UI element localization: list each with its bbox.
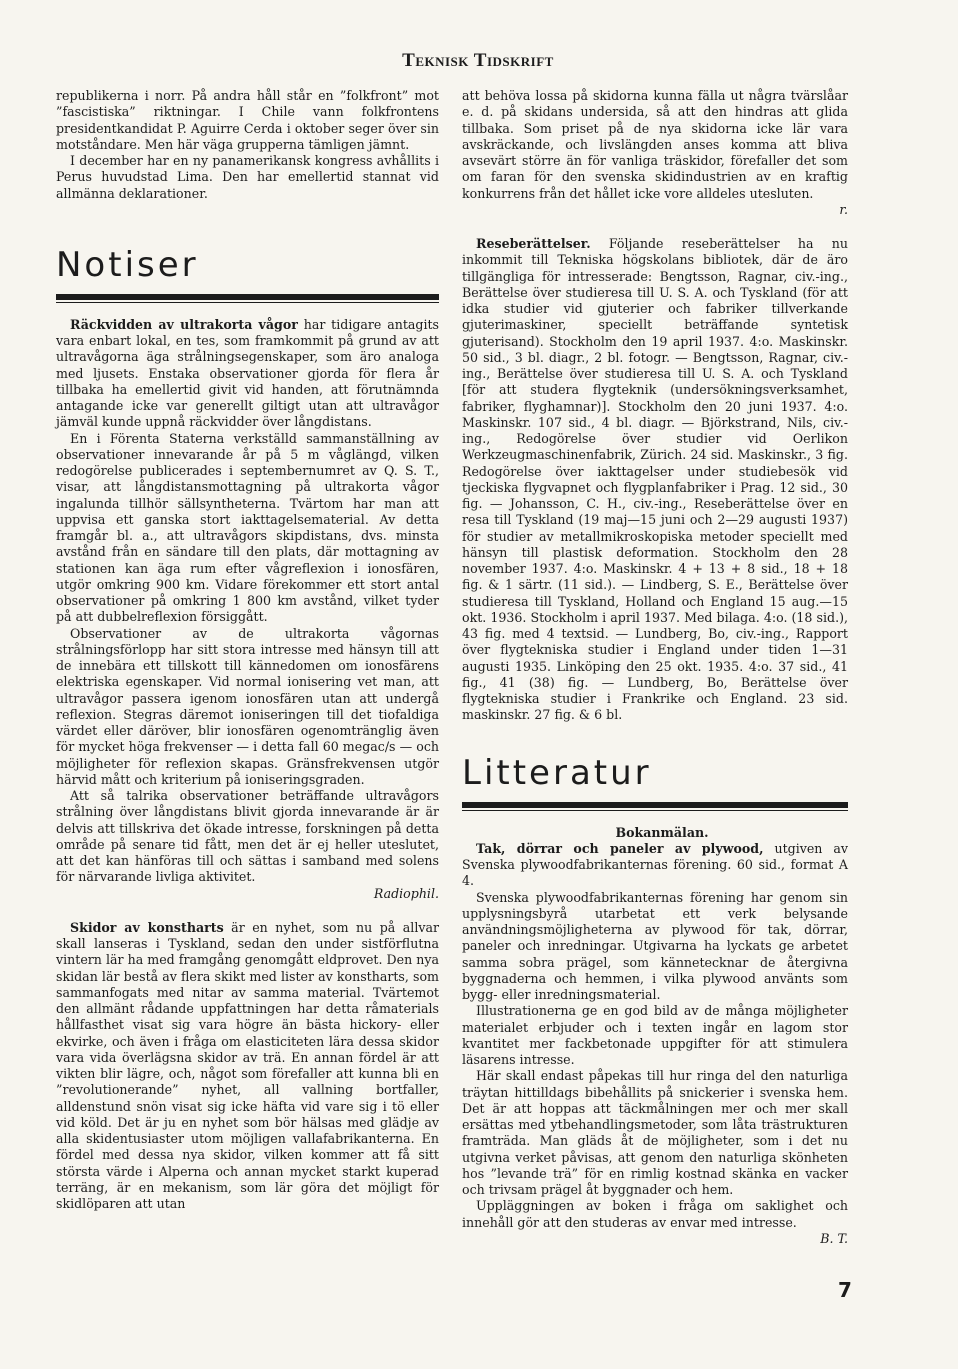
page-number: 7 — [838, 1278, 852, 1302]
radio-signature: Radiophil. — [373, 885, 439, 901]
heading-rule-thin — [56, 302, 439, 303]
heading-rule-thick — [462, 802, 848, 808]
radio-paragraph — [56, 317, 439, 431]
book-paragraph: Svenska plywoodfabrikanternas förening har genom sin upplysningsbyrå utarbetat ett verk belysande användningsmöjligheterna av plywood för tak, dörrar, paneler och inredningar. Utgivarna ha lyckats ge arbetet samma sobra prägel, som kännetecknar de återgivna byggnaderna och hemmen, i vilka plywood använts som bygg- eller inredningsmaterial. — [462, 889, 848, 1002]
skidor-signature: r. — [839, 201, 848, 217]
bokanmalan-label: Bokanmälan. — [615, 824, 709, 840]
book-paragraph — [462, 841, 848, 890]
radio-paragraph: En i Förenta Staterna verkställd sammanställning av observationer innevarande år på 5 m våglängd, vilken redogörelse publicerades i septembernumret av Q. S. T., visar, att långdistansmottagning på ultrakorta vågor ingalunda tillhör sällsyntheterna. Tvärtom har man att uppvisa ett ganska stort iakttagelsematerial. Av detta framgår bl. a., att ultravågors skipdistans, dvs. minsta avstånd från en sändare till den plats, där mottagning av stationen kan äga rum efter vågreflexion i ionosfären, utgör omkring 900 km. Vidare förekommer ett stort antal observationer på omkring 1 800 km avstånd, vilket tyder på att dubbelreflexion försiggått. — [56, 430, 439, 625]
book-lead: Tak, dörrar och paneler av plywood, — [476, 840, 764, 856]
skidor-continued: att behöva lossa på skidorna kunna fälla ut några tvärslåar e. d. på skidans undersida, så att den hindras att glida tillbaka. Som priset på de nya skidorna icke lär vara avskräckande, och livslängden anses komma att bliva avsevärt större än för vanliga träskidor, förefaller det som om faran för den svenska skidindustrien av en kraftig konkurrens från det hållet icke vore alldeles utesluten. — [462, 88, 848, 201]
heading-rule-thick — [56, 294, 439, 300]
radio-text: har tidigare antagits vara enbart lokal, en tes, som framkommit på grund av att ultravågorna äga strålningsegenskaper, som äro analoga med ljusets. Enstaka observationer gjorda för flera år tillbaka ha emellertid givit vid handen, att förutnämnda antagande icke var generellt giltigt utan att ultravågor jämväl kunde uppnå räckvidder över långdistans. — [56, 316, 440, 430]
radio-lead: Räckvidden av ultrakorta vågor — [70, 316, 298, 332]
right-column — [462, 88, 848, 1247]
notiser-heading: Notiser — [56, 244, 199, 285]
spacer — [462, 218, 848, 236]
radio-paragraph: Observationer av de ultrakorta vågornas strålningsförlopp har sitt stora intresse med hänsyn till att de innebära ett tillskott till kännedomen om ionosfärens elektriska egenskaper. Vid normal ionisering vet man, att ultravågor passera igenom ionosfären utan att undergå reflexion. Stegras däremot ioniseringen till det tiofaldiga värdet eller däröver, blir ionosfären ogenomtränglig även för mycket höga frekvenser — i detta fall 60 megac/s — och möjligheter för reflexion skapas. Gränsfrekvensen utgör härvid mått och kriterium på ioniseringsgraden. — [56, 625, 439, 787]
book-paragraph: Uppläggningen av boken i fråga om saklighet och innehåll gör att den studeras av envar med intresse. — [462, 1198, 848, 1230]
intro-paragraph: I december har en ny panamerikansk kongress avhållits i Perus huvudstad Lima. Den har emellertid stannat vid allmänna deklarationer. — [56, 153, 439, 201]
book-paragraph: Illustrationerna ge en god bild av de många möjligheter materialet erbjuder och i texten ingår en lagom stor kvantitet mer fackbetonade uppgifter för att stimulera läsarens intresse. — [462, 1003, 848, 1067]
heading-rule-thin — [462, 810, 848, 811]
skidor-lead: Skidor av konstharts — [70, 919, 224, 935]
masthead: Teknisk Tidskrift — [402, 50, 554, 71]
skidor-paragraph — [56, 920, 439, 1213]
rese-lead: Reseberättelser. — [476, 236, 591, 251]
litteratur-heading: Litteratur — [462, 752, 652, 793]
book-paragraph: Här skall endast påpekas till hur ringa del den naturliga träytan hittilldags bibehållits på snickerier i svenska hem. Det är att hoppas att täckmålningen mer och mer skall ersättas med ytbehandlingsmetoder, som låta trästrukturen framträda. Man gläds åt de möjligheter, som i det nu utgivna verket påvisas, att genom den naturliga skönheten hos ”levande trä” för en rimlig kostnad skänka en vacker och trivsam prägel åt byggnader och hem. — [462, 1068, 848, 1197]
rese-text: Följande reseberättelser ha nu inkommit till Tekniska högskolans bibliotek, där de äro tillgängliga för intresserade: Bengtsson, Ragnar, civ.-ing., Berättelse över studieresa till U. S. A. och Tyskland (för att idka studier vid gjuterier och fabriker tillverkande gjuterimaskiner, speciellt beträffande syntetisk gjuterisand). Stockholm den 19 april 1937. 4:o. Maskinskr. 50 sid., 3 bl. diagr., 2 bl. fotogr. — Bengtsson, Ragnar, civ.-ing., Berättelse över studieresa till U. S. A. och Tyskland [för att studera flygteknik (undersökningsverksamhet, fabriker, flyghamnar)]. Stockholm den 20 juni 1937. 4:o. Maskinskr. 107 sid., 4 bl. diagr. — Björkstrand, Nils, civ.-ing., Redogörelse över studier vid Oerlikon Werkzeugmaschinenfabrik, Zürich. 24 sid. Maskinskr., 3 fig. Redogörelse över iakttagelser under studiebesök vid tjeckiska flygvapnet och flygplanfabriker i Prag. 12 sid., 30 fig. — Johansson, C. H., civ.-ing., Reseberättelse över en resa till Tyskland (19 maj—15 juni och 2—29 augusti 1937) för studier av metallmikroskopiska metoder speciellt med hänsyn till plastisk deformation. Stockholm den 28 november 1937. 4:o. Maskinskr. 4 + 13 + 8 sid., 18 + 18 fig. & 1 särtr. (11 sid.). — Lindberg, S. E., Berättelse över studieresa till Tyskland, Holland och England 15 aug.—15 okt. 1936. Stockholm i april 1937. Med bilaga. 4:o. (18 sid.), 43 fig. med 4 textsid. — Lundberg, Bo, civ.-ing., Rapport över flygtekniska studier i England under tiden 1—31 augusti 1935. Linköping den 25 okt. 1935. 4:o. 37 sid., 41 fig., 41 (38) fig. — Lundberg, Bo, Berättelse över flygtekniska studier i Frankrike och England. 23 sid. maskinskr. 27 fig. & 6 bl. — [462, 236, 848, 723]
intro-paragraph: republikerna i norr. På andra håll står en ”folkfront” mot ”fascistiska” riktningar. I Chile vann folkfrontens presidentkandidat P. Aguirre Cerda i oktober seger över sin motståndare. Men här väga grupperna tämligen jämnt. — [56, 88, 439, 152]
rese-paragraph — [462, 236, 848, 724]
spacer — [56, 902, 439, 920]
radio-paragraph: Att så talrika observationer beträffande ultravågors strålning över långdistans blivit gjorda innevarande är är delvis att tillskriva det ökade intresse, forskningen på detta område på senare tid fått, men det är ej heller uteslutet, att det kan hänföras till och sättas i samband med solens för närvarande livliga aktivitet. — [56, 788, 439, 885]
book-signature: B. T. — [820, 1230, 848, 1246]
left-column — [56, 88, 439, 1212]
skidor-text: är en nyhet, som nu på allvar skall lanseras i Tyskland, sedan den under sistförflutna vintern lär ha med framgång genomgått eldprovet. Den nya skidan lär bestå av flera skikt med lister av konstharts, som sammanfogats med nitar av samma material. Tvärtemot den allmänt rådande uppfattningen har detta råmaterials hållfasthet visat sig vara högre än bästa hickory- eller ekvirke, och även i fråga om elasticiteten lära dessa skidor vara vida överlägsna skidor av trä. En annan fördel är att vikten blir lägre, och, något som förefaller att kunna bli en ”revolutionerande” nyhet, all vallning bortfaller, alldenstund snön visat sig icke häfta vid vare sig i tö eller vid köld. Det är ju en nyhet som bör hälsas med glädje av alla skidentusiaster utom möjligen vallafabrikanterna. En fördel med dessa nya skidor, vilken kommer att få sitt största värde i Alperna och annan mycket starkt kuperad terräng, är en mekanism, som lär göra det möjligt för skidlöparen att utan — [56, 919, 439, 1211]
book-text: utgiven av Svenska plywoodfabrikanternas förening. 60 sid., format A 4. — [462, 840, 848, 889]
